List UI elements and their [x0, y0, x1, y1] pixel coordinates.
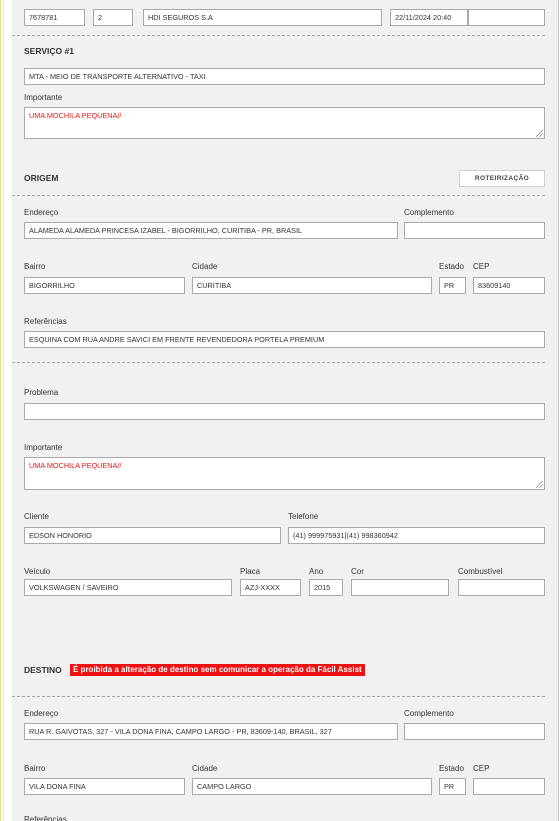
origin-complement-field[interactable] [404, 222, 545, 239]
origin-references-label: Referências [24, 317, 67, 326]
year-field[interactable]: 2015 [309, 579, 343, 596]
color-field[interactable] [351, 579, 449, 596]
vehicle-label: Veículo [24, 567, 51, 576]
origin-address-field[interactable]: ALAMEDA ALAMEDA PRINCESA IZABEL - BIGORRILHO, CURITIBA - PR, BRASIL [24, 222, 398, 239]
fuel-label: Combustível [458, 567, 503, 576]
extra-field[interactable] [468, 9, 545, 26]
client-label: Cliente [24, 512, 49, 521]
service-important-text: UMA MOCHILA PEQUENA// [29, 111, 122, 120]
insurer-field[interactable]: HDI SEGUROS S.A [143, 9, 382, 26]
destination-city-field[interactable]: CAMPO LARGO [192, 778, 432, 795]
divider [12, 362, 545, 363]
problem-label: Problema [24, 388, 59, 397]
divider [12, 35, 545, 36]
client-field[interactable]: EDSON HONORIO [24, 527, 281, 544]
fuel-field[interactable] [458, 579, 545, 596]
origin-zip-field[interactable]: 83609140 [473, 277, 545, 294]
datetime-field[interactable]: 22/11/2024 20:40 [390, 9, 468, 26]
origin-state-label: Estado [439, 262, 464, 271]
destination-district-label: Bairro [24, 764, 46, 773]
destination-state-label: Estado [439, 764, 464, 773]
origin-city-field[interactable]: CURITIBA [192, 277, 432, 294]
left-border-line-inner [3, 0, 4, 821]
origin-district-field[interactable]: BIGORRILHO [24, 277, 185, 294]
resize-grip-icon[interactable] [536, 481, 543, 488]
service-title: SERVIÇO #1 [24, 46, 74, 56]
record-id-field[interactable]: 7678781 [24, 9, 85, 26]
destination-address-label: Endereço [24, 709, 59, 718]
record-seq-field[interactable]: 2 [93, 9, 133, 26]
destination-complement-label: Complemento [404, 709, 454, 718]
destination-address-field[interactable]: RUA R. GAIVOTAS, 327 - VILA DONA FINA, CAMPO LARGO - PR, 83609-140, BRASIL, 327 [24, 723, 398, 740]
origin-title: ORIGEM [24, 173, 59, 183]
destination-city-label: Cidade [192, 764, 218, 773]
destination-warning-badge: É proibida a alteração de destino sem comunicar a operação da Fácil Assist [70, 664, 365, 676]
destination-zip-field[interactable] [473, 778, 545, 795]
phone-label: Telefone [288, 512, 319, 521]
service-type-field[interactable]: MTA - MEIO DE TRANSPORTE ALTERNATIVO - TAXI [24, 68, 545, 85]
resize-grip-icon[interactable] [536, 130, 543, 137]
service-important-textarea[interactable] [24, 107, 545, 139]
origin-complement-label: Complemento [404, 208, 454, 217]
plate-field[interactable]: AZJ-XXXX [240, 579, 301, 596]
divider [12, 696, 545, 697]
left-border-line [0, 0, 1, 821]
origin-zip-label: CEP [473, 262, 490, 271]
phone-field[interactable]: (41) 999975931|(41) 998360942 [288, 527, 545, 544]
routing-button[interactable]: ROTEIRIZAÇÃO [459, 170, 545, 187]
problem-field[interactable] [24, 403, 545, 420]
destination-references-label: Referências [24, 815, 67, 821]
origin-city-label: Cidade [192, 262, 218, 271]
service-important-label: Importante [24, 93, 63, 102]
vehicle-field[interactable]: VOLKSWAGEN / SAVEIRO [24, 579, 232, 596]
origin-address-label: Endereço [24, 208, 59, 217]
origin-district-label: Bairro [24, 262, 46, 271]
year-label: Ano [309, 567, 324, 576]
problem-important-label: Importante [24, 443, 63, 452]
color-label: Cor [351, 567, 364, 576]
destination-state-field[interactable]: PR [439, 778, 466, 795]
origin-references-field[interactable]: ESQUINA COM RUA ANDRE SAVICI EM FRENTE REVENDEDORA PORTELA PREMIUM [24, 331, 545, 348]
divider [12, 195, 545, 196]
destination-district-field[interactable]: VILA DONA FINA [24, 778, 185, 795]
problem-important-textarea[interactable] [24, 457, 545, 490]
destination-zip-label: CEP [473, 764, 490, 773]
plate-label: Placa [240, 567, 261, 576]
destination-complement-field[interactable] [404, 723, 545, 740]
problem-important-text: UMA MOCHILA PEQUENA// [29, 461, 122, 470]
origin-state-field[interactable]: PR [439, 277, 466, 294]
destination-title: DESTINO [24, 665, 62, 675]
